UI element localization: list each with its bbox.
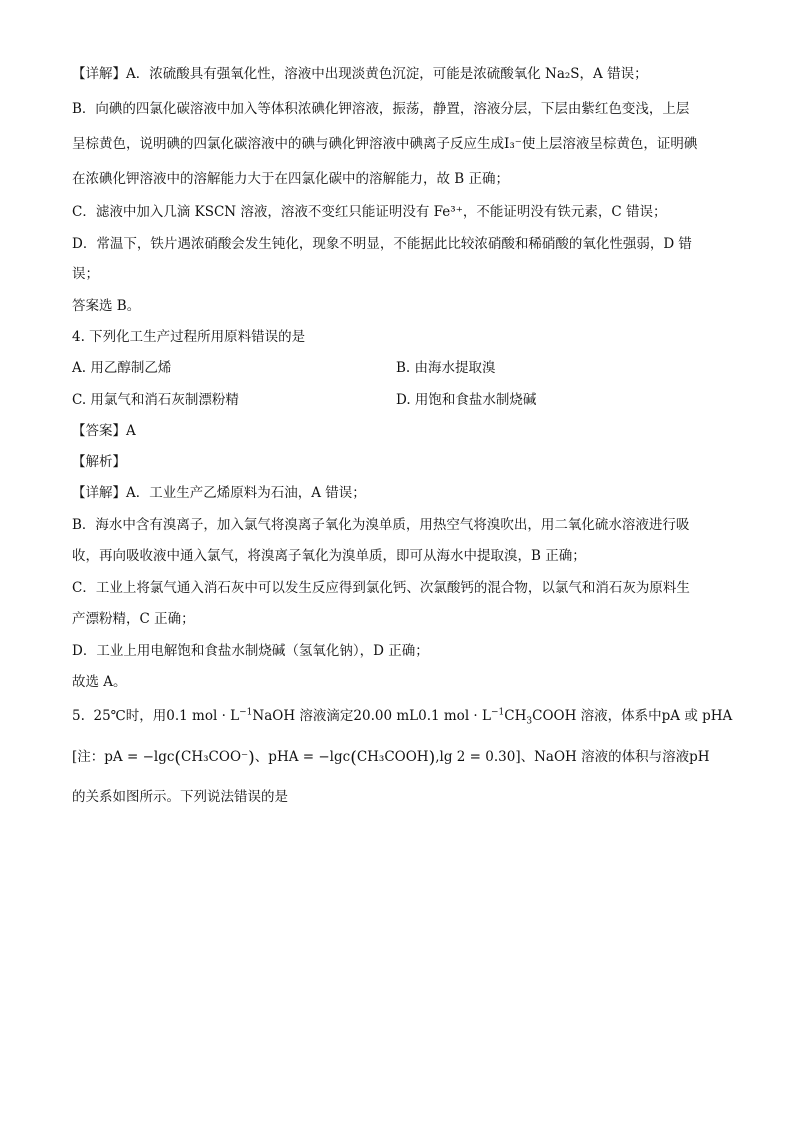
q3-detail-d-line2: 误；	[72, 266, 99, 282]
q3-detail-b-line3: 在浓碘化钾溶液中的溶解能力大于在四氯化碳中的溶解能力，故 B 正确；	[72, 171, 510, 187]
q4-answer-label: 【答案】A	[72, 423, 136, 439]
q4-detail-b-line2: 收，再向吸收液中通入氯气，将溴离子氧化为溴单质，即可从海水中提取溴，B 正确；	[72, 548, 586, 564]
q4-detail-b-line1: B．海水中含有溴离子，加入氯气将溴离子氧化为溴单质，用热空气将溴吹出，用二氧化硫水溶液进行吸	[72, 517, 690, 533]
q5-stem-line3: 的关系如图所示。下列说法错误的是	[72, 789, 288, 805]
q3-detail-b-line2: 呈棕黄色，说明碘的四氯化碳溶液中的碘与碘化钾溶液中碘离子反应生成I₃⁻使上层溶液呈棕黄色，证明碘	[72, 136, 698, 152]
triiodide-ion: I₃⁻	[504, 136, 522, 152]
q4-conclusion: 故选 A。	[72, 674, 127, 690]
q4-detail-d: D．工业上用电解饱和食盐水制烧碱（氢氧化钠），D 正确；	[72, 643, 429, 659]
q4-option-a: A. 用乙醇制乙烯	[72, 360, 172, 376]
q3-detail-c: C．滤液中加入几滴 KSCN 溶液，溶液不变红只能证明没有 Fe³⁺，不能证明没有铁元素，C 错误；	[72, 204, 667, 220]
q4-option-b: B. 由海水提取溴	[396, 360, 496, 376]
q5-stem-line1: 5. 25℃时，用0.1 mol · $L^{-1}NaOH$ 溶液滴定20.00 mL0.1 mol · $L^{-1}CH_3COOH$ 溶液，体系中pA 或 pHA	[72, 707, 733, 727]
q3-detail-a: 【详解】A．浓硫酸具有强氧化性，溶液中出现淡黄色沉淀，可能是浓硫酸氧化 Na₂S，A 错误；	[72, 66, 648, 82]
q3-detail-b-line1: B．向碘的四氯化碳溶液中加入等体积浓碘化钾溶液，振荡，静置，溶液分层，下层由紫红色变浅，上层	[72, 101, 690, 117]
q3-answer: 答案选 B。	[72, 298, 141, 314]
q4-detail-a: 【详解】A．工业生产乙烯原料为石油，A 错误；	[72, 485, 366, 501]
q3-detail-d-line1: D．常温下，铁片遇浓硝酸会发生钝化，现象不明显，不能据此比较浓硝酸和稀硝酸的氧化性强弱，D 错	[72, 236, 692, 252]
q5-stem-line2: [注：pA = −lgc(CH₃COO⁻)、pHA = −lgc(CH₃COOH),lg 2 = 0.30]、NaOH 溶液的体积与溶液pH	[72, 748, 710, 768]
q4-detail-c-line1: C．工业上将氯气通入消石灰中可以发生反应得到氯化钙、次氯酸钙的混合物，以氯气和消石灰为原料生	[72, 580, 690, 596]
q4-detail-c-line2: 产漂粉精，C 正确；	[72, 611, 195, 627]
q4-option-c: C. 用氯气和消石灰制漂粉精	[72, 392, 239, 408]
q4-stem: 4. 下列化工生产过程所用原料错误的是	[72, 329, 306, 345]
q4-analysis-label: 【解析】	[72, 454, 126, 470]
q4-option-d: D. 用饱和食盐水制烧碱	[396, 392, 537, 408]
q4-options-row2	[72, 390, 722, 410]
q4-options-row1	[72, 358, 722, 378]
